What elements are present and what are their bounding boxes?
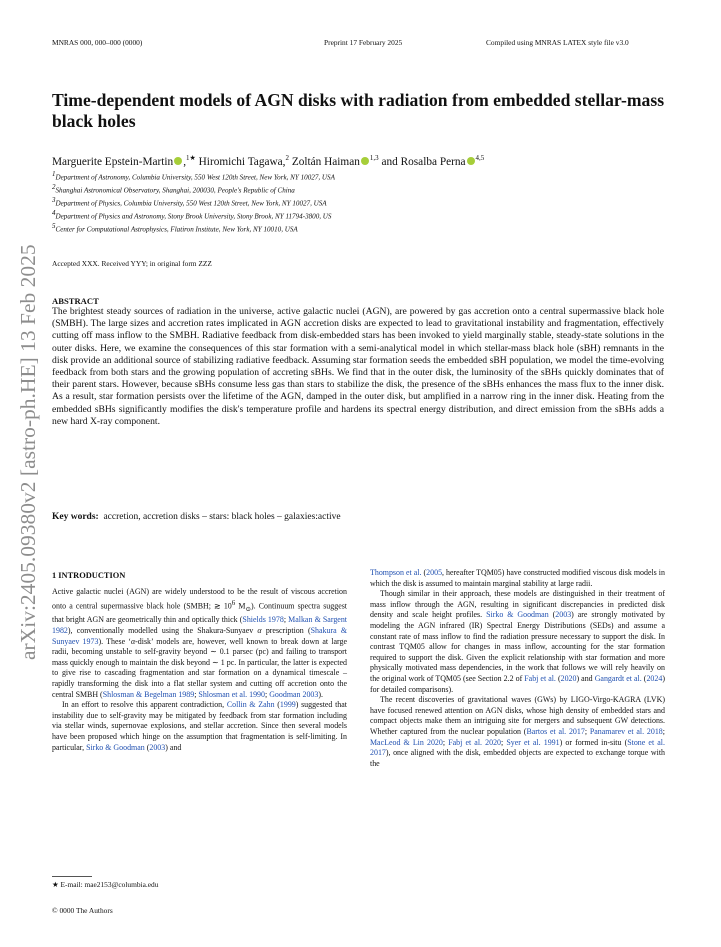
body-paragraph: Thompson et al. (2005, hereafter TQM05) have constructed modified viscous disk models in which the disk is assumed to maintain marginal stability at large radii.	[370, 568, 665, 588]
author-name: Hiromichi Tagawa,	[198, 155, 286, 168]
keywords	[52, 512, 341, 522]
citation-link[interactable]: Sirko & Goodman	[86, 742, 145, 752]
citation-link[interactable]: Collin & Zahn	[226, 700, 275, 710]
citation-link[interactable]: Shakura & Sunyaev 1973	[52, 626, 347, 646]
running-header-journal: MNRAS 000, 000–000 (0000)	[52, 38, 143, 47]
keywords-text: accretion, accretion disks – stars: black holes – galaxies:active	[103, 512, 341, 522]
citation-link[interactable]: MacLeod & Lin 2020	[370, 737, 443, 747]
acceptance-note: Accepted XXX. Received YYY; in original form ZZZ	[52, 259, 212, 268]
running-header-preprint-date: Preprint 17 February 2025	[324, 38, 403, 47]
author-list: Marguerite Epstein-Martin ,$^{1★}$ Hiromichi Tagawa,$^2$ Zoltán Haiman $^{1,3}$ and Rosalba Perna $^{4,5}$	[52, 154, 485, 168]
abstract-body: The brightest steady sources of radiation in the universe, active galactic nuclei (AGN), are powered by gas accretion onto a central supermassive black hole (SMBH). The large sizes and accretion rates implicated in AGN accretion disks are expected to lead to gravitational instability and fragmentation, effectively cutting off mass inflow to the SMBH. Radiative feedback from disk-embedded stars has been invoked to yield marginally stable, steady-state solutions in the outer disks. Here, we examine the consequences of this star formation with a semi-analytical model in which stellar-mass black hole (sBH) remnants in the disk provide an additional source of stabilizing radiative feedback. Assuming star formation seeds the embedded sBH population, we model the time-evolving feedback from both stars and the growing population of accreting sBHs. We find that in the outer disk, the luminosity of the sBHs quickly dominates that of their parent stars. However, because sBHs consume less gas than stars to stabilize the disk, the presence of the sBHs enhances the mass flux to the inner disk. As a result, star formation persists over the lifetime of the AGN, damped in the outer disk, but amplified in a narrow ring in the inner disk. Heating from the embedded sBHs significantly modifies the disk's temperature profile and hardens its spectral energy distribution, and direct emission from the sBHs adds a new hard X-ray component.	[52, 306, 664, 427]
citation-link[interactable]: 2024	[646, 673, 663, 683]
abstract-heading: ABSTRACT	[52, 296, 99, 306]
footnote-divider	[52, 876, 92, 877]
citation-link[interactable]: Fabj et al.	[524, 673, 556, 683]
citation-link[interactable]: 1999	[279, 700, 296, 710]
copyright-notice: © 0000 The Authors	[52, 906, 113, 915]
affiliation-line: $^5$Center for Computational Astrophysics, Flatiron Institute, New York, NY 10010, USA	[52, 221, 298, 234]
body-paragraph: In an effort to resolve this apparent contradiction, Collin & Zahn (1999) suggested that instability due to self-gravity may be mitigated by feedback from star formation including via stellar winds, supernovae explosions, and stellar accretion. Since then several models have been proposed which hinge on the assumption that fragmentation is self-limiting. In particular, Sirko & Goodman (2003) and	[52, 700, 347, 752]
citation-link[interactable]: Syer et al. 1991	[506, 737, 560, 747]
orcid-icon[interactable]	[174, 157, 182, 165]
body-column-right	[370, 568, 665, 769]
author-affiliation-marker: 4,5	[475, 154, 485, 162]
citation-link[interactable]: Bartos et al. 2017	[526, 726, 585, 736]
citation-link[interactable]: 2005	[426, 568, 443, 577]
citation-link[interactable]: Malkan & Sargent 1982	[52, 615, 347, 635]
citation-link[interactable]: Shlosman & Begelman 1989	[102, 689, 195, 699]
citation-link[interactable]: 2003	[149, 742, 166, 752]
citation-link[interactable]: 2003	[555, 610, 572, 620]
body-paragraph: Active galactic nuclei (AGN) are widely understood to be the result of viscous accretion onto a central supermassive black hole (SMBH; ≳ $10^6$ $M_⊙$). Continuum spectra suggest that bright AGN are geometrically thin and optically thick (Shields 1978; Malkan & Sargent 1982), conventionally modelled using the Shakura-Sunyaev α prescription (Shakura & Sunyaev 1973). These ‘α-disk’ models are, however, well known to break down at large radii, becoming unstable to self-gravity beyond ∼ 0.1 parsec (pc) and failing to transport mass quickly enough to maintain the disk beyond ∼ 1 pc. In particular, the latter is expected to give rise to cascading fragmentation and star formation on a dynamical timescale – rapidly transforming the disk into a flat stellar system and cutting off accretion onto the central SMBH (Shlosman & Begelman 1989; Shlosman et al. 1990; Goodman 2003).	[52, 587, 348, 699]
author-name: Marguerite Epstein-Martin	[52, 155, 174, 168]
affiliation-line: $^2$Shanghai Astronomical Observatory, Shanghai, 200030, People's Republic of China	[52, 182, 295, 195]
section-heading-introduction: 1 INTRODUCTION	[52, 571, 126, 580]
body-column-left	[52, 587, 347, 753]
author-name: Zoltán Haiman	[291, 155, 360, 168]
corresponding-author-footnote: ★ E-mail: mae2153@columbia.edu	[52, 880, 159, 889]
affiliation-list	[52, 170, 335, 235]
affiliation-line: $^3$Department of Physics, Columbia University, 550 West 120th Street, New York, NY 10027, USA	[52, 195, 327, 208]
citation-link[interactable]: Fabj et al. 2020	[448, 737, 502, 747]
citation-link[interactable]: Gangardt et al.	[594, 673, 642, 683]
citation-link[interactable]: Stone et al. 2017	[370, 737, 665, 758]
citation-link[interactable]: Goodman 2003	[269, 689, 319, 699]
affiliation-line: $^4$Department of Physics and Astronomy, Stony Brook University, Stony Brook, NY 11794-3800, US	[52, 208, 332, 221]
running-header-style-note: Compiled using MNRAS LATEX style file v3.0	[486, 38, 629, 47]
citation-link[interactable]: Thompson et al.	[370, 568, 422, 577]
affiliation-line: $^1$Department of Astronomy, Columbia University, 550 West 120th Street, New York, NY 10027, USA	[52, 170, 335, 182]
orcid-icon[interactable]	[361, 157, 369, 165]
citation-link[interactable]: Sirko & Goodman	[486, 610, 549, 620]
author-affiliation-marker: 2	[285, 154, 289, 162]
orcid-icon[interactable]	[467, 157, 475, 165]
citation-link[interactable]: 2020	[560, 673, 577, 683]
author-name: and Rosalba Perna	[381, 155, 466, 168]
body-paragraph: Though similar in their approach, these models are distinguished in their treatment of mass inflow through the AGN, resulting in significant discrepancies in predicted disk density and scale height profiles. Sirko & Goodman (2003) are strongly motivated by modeling the AGN infrared (IR) Spectral Energy Distributions (SEDs) and assume a constant rate of mass inflow to find the radiation pressure necessary to support the disk. In contrast TQM05 allow for changes in mass inflow, accounting for the star formation required to support the disk. Given the explicit relationship with star formation and more physically motivated mass dependencies, in the work that follows we will rely heavily on the original work of TQM05 (see Section 2.2 of Fabj et al. (2020) and Gangardt et al. (2024) for detailed comparisons).	[370, 589, 666, 694]
arxiv-identifier-stamp[interactable]: arXiv:2405.09380v2 [astro-ph.HE] 13 Feb 2025	[16, 244, 40, 660]
citation-link[interactable]: Shlosman et al. 1990	[198, 689, 265, 699]
author-affiliation-marker: 1★	[186, 154, 196, 162]
citation-link[interactable]: Shields 1978	[242, 615, 284, 625]
citation-link[interactable]: Panamarev et al. 2018	[589, 726, 663, 736]
author-affiliation-marker: 1,3	[369, 154, 379, 162]
body-paragraph: The recent discoveries of gravitational waves (GWs) by LIGO-Virgo-KAGRA (LVK) have focused renewed attention on AGN disks, whose high density of embedded stars and compact objects make them an intriguing site for mergers and subsequent GW detections. Whether captured from the nuclear population (Bartos et al. 2017; Panamarev et al. 2018; MacLeod & Lin 2020; Fabj et al. 2020; Syer et al. 1991) or formed in-situ (Stone et al. 2017), once aligned with the disk, embedded objects are expected to exchange torque with the	[370, 695, 665, 768]
keywords-label: Key words:	[52, 512, 99, 522]
paper-title: Time-dependent models of AGN disks with radiation from embedded stellar-mass black holes	[52, 90, 665, 131]
